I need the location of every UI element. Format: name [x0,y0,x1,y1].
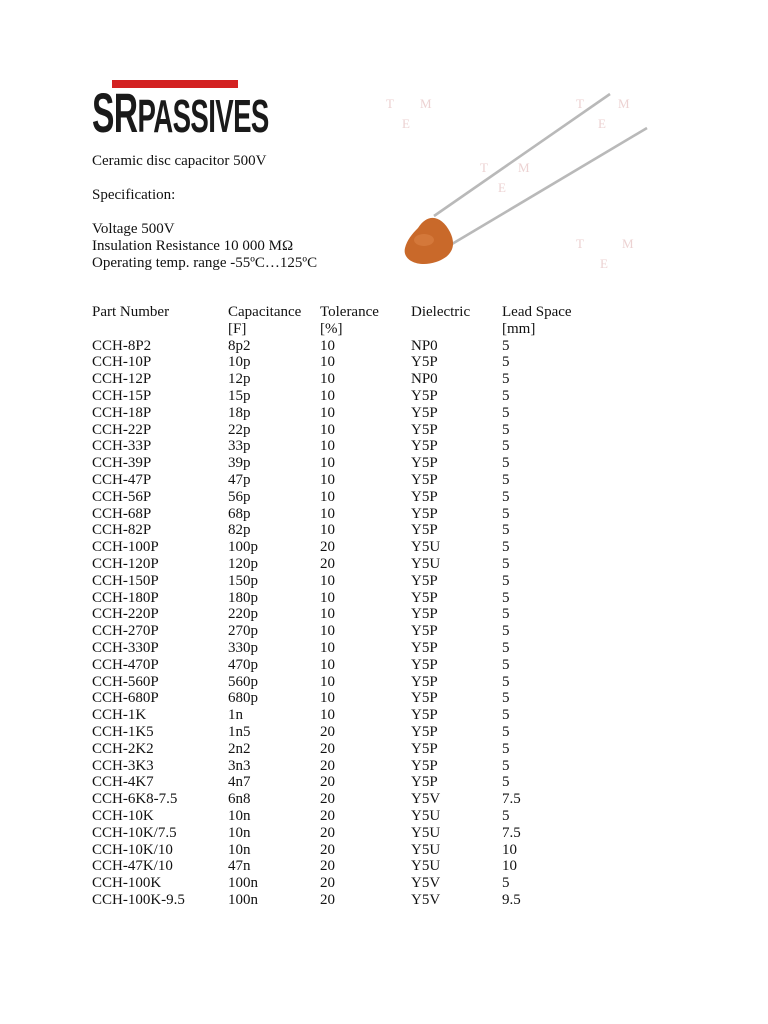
cell-tolerance: 20 [320,891,335,908]
cell-capacitance: 2n2 [228,740,251,757]
spec-temperature: Operating temp. range -55ºC…125ºC [92,255,318,271]
cell-tolerance: 20 [320,841,335,858]
document-title: Ceramic disc capacitor 500V [92,153,267,169]
spec-heading: Specification: [92,187,176,203]
cell-lead-space: 5 [502,723,510,740]
cell-lead-space: 5 [502,807,510,824]
cell-lead-space: 5 [502,471,510,488]
cell-dielectric: Y5P [411,421,438,438]
table-row [92,791,602,808]
cell-part-number: CCH-680P [92,690,159,707]
cell-lead-space: 7.5 [502,791,521,808]
cell-capacitance: 10n [228,807,251,824]
cell-capacitance: 1n [228,707,243,724]
watermark-tme-bottom-right [576,236,634,271]
watermark-letter-t: T [480,160,488,175]
cell-part-number: CCH-39P [92,455,152,472]
table-row [92,875,602,892]
cell-capacitance: 10n [228,841,251,858]
cell-capacitance: 560p [228,673,258,690]
cell-capacitance: 56p [228,488,251,505]
cell-part-number: CCH-15P [92,387,152,404]
table-row [92,472,602,489]
watermark-letter-m: M [618,96,630,111]
cell-capacitance: 47n [228,858,251,875]
table-row [92,724,602,741]
cell-part-number: CCH-560P [92,673,159,690]
cell-capacitance: 100n [228,875,258,892]
cell-lead-space: 5 [502,421,510,438]
cell-tolerance: 20 [320,757,335,774]
cell-lead-space: 5 [502,371,510,388]
cell-dielectric: Y5P [411,589,438,606]
cell-lead-space: 5 [502,387,510,404]
cell-tolerance: 20 [320,875,335,892]
table-row [92,522,602,539]
cell-tolerance: 10 [320,589,335,606]
cell-part-number: CCH-270P [92,623,159,640]
cell-capacitance: 100n [228,891,258,908]
cell-tolerance: 10 [320,572,335,589]
cell-capacitance: 100p [228,539,258,556]
cell-lead-space: 5 [502,438,510,455]
cell-tolerance: 10 [320,639,335,656]
cell-part-number: CCH-4K7 [92,774,154,791]
cell-part-number: CCH-100K-9.5 [92,891,185,908]
cell-lead-space: 9.5 [502,891,521,908]
cell-lead-space: 5 [502,774,510,791]
cell-dielectric: Y5P [411,455,438,472]
cell-part-number: CCH-1K [92,707,147,724]
table-row [92,690,602,707]
cell-lead-space: 5 [502,690,510,707]
cell-dielectric: Y5P [411,606,438,623]
cell-lead-space: 5 [502,337,510,354]
cell-lead-space: 5 [502,673,510,690]
cell-capacitance: 120p [228,555,258,572]
cell-lead-space: 5 [502,875,510,892]
header-tolerance-unit: [%] [320,320,343,337]
cell-capacitance: 68p [228,505,251,522]
cell-part-number: CCH-47K/10 [92,858,173,875]
cell-part-number: CCH-220P [92,606,159,623]
cell-dielectric: NP0 [411,371,438,388]
header-capacitance-unit: [F] [228,320,247,337]
cell-lead-space: 5 [502,505,510,522]
cell-tolerance: 10 [320,471,335,488]
watermark-letter-e: E [402,116,410,131]
table-row [92,388,602,405]
cell-capacitance: 82p [228,522,251,539]
cell-dielectric: Y5U [411,555,441,572]
table-row [92,422,602,439]
cell-lead-space: 5 [502,539,510,556]
cell-part-number: CCH-330P [92,639,159,656]
cell-dielectric: Y5P [411,404,438,421]
cell-tolerance: 10 [320,673,335,690]
cell-part-number: CCH-33P [92,438,152,455]
cell-dielectric: Y5V [411,875,441,892]
cell-dielectric: Y5U [411,824,441,841]
table-header-line-2 [92,321,602,338]
capacitor-highlight [414,234,434,246]
table-row [92,842,602,859]
cell-dielectric: Y5P [411,707,438,724]
cell-lead-space: 5 [502,455,510,472]
table-row [92,774,602,791]
cell-part-number: CCH-12P [92,371,152,388]
capacitor-photo [372,88,652,288]
cell-capacitance: 15p [228,387,251,404]
cell-tolerance: 10 [320,707,335,724]
cell-lead-space: 5 [502,707,510,724]
cell-capacitance: 470p [228,656,258,673]
cell-part-number: CCH-100P [92,539,159,556]
table-row [92,892,602,909]
cell-lead-space: 5 [502,639,510,656]
cell-dielectric: Y5U [411,539,441,556]
cell-lead-space: 5 [502,740,510,757]
header-dielectric: Dielectric [411,304,471,320]
cell-capacitance: 10n [228,824,251,841]
cell-dielectric: Y5V [411,791,441,808]
spec-insulation: Insulation Resistance 10 000 MΩ [92,238,294,254]
cell-lead-space: 5 [502,354,510,371]
cell-capacitance: 10p [228,354,251,371]
cell-capacitance: 33p [228,438,251,455]
header-tolerance: Tolerance [320,304,379,320]
cell-lead-space: 10 [502,841,517,858]
cell-tolerance: 20 [320,791,335,808]
cell-part-number: CCH-100K [92,875,162,892]
cell-lead-space: 5 [502,404,510,421]
logo-text-sr: SR [92,81,138,144]
cell-part-number: CCH-18P [92,404,152,421]
cell-tolerance: 20 [320,555,335,572]
cell-capacitance: 6n8 [228,791,251,808]
table-row [92,556,602,573]
cell-tolerance: 10 [320,488,335,505]
cell-lead-space: 5 [502,589,510,606]
table-row [92,623,602,640]
cell-dielectric: Y5P [411,505,438,522]
header-lead-space: Lead Space [502,304,572,320]
table-row [92,741,602,758]
watermark-letter-m: M [622,236,634,251]
table-row [92,371,602,388]
table-row [92,606,602,623]
watermark-letter-t: T [386,96,394,111]
cell-dielectric: Y5P [411,673,438,690]
table-body [92,338,602,909]
cell-part-number: CCH-68P [92,505,152,522]
cell-tolerance: 20 [320,807,335,824]
cell-dielectric: Y5P [411,354,438,371]
table-row [92,405,602,422]
cell-tolerance: 10 [320,404,335,421]
cell-capacitance: 18p [228,404,251,421]
table-row [92,489,602,506]
cell-lead-space: 5 [502,522,510,539]
cell-capacitance: 180p [228,589,258,606]
table-row [92,707,602,724]
header-dielectric-unit [411,321,502,338]
cell-lead-space: 5 [502,623,510,640]
cell-capacitance: 220p [228,606,258,623]
cell-part-number: CCH-2K2 [92,740,154,757]
spec-voltage: Voltage 500V [92,221,175,237]
table-row [92,438,602,455]
cell-tolerance: 10 [320,623,335,640]
cell-part-number: CCH-82P [92,522,152,539]
cell-dielectric: Y5P [411,387,438,404]
cell-capacitance: 22p [228,421,251,438]
cell-tolerance: 20 [320,723,335,740]
cell-tolerance: 10 [320,505,335,522]
table-header-line-1 [92,304,602,321]
cell-tolerance: 10 [320,656,335,673]
cell-dielectric: Y5P [411,522,438,539]
cell-part-number: CCH-6K8-7.5 [92,791,178,808]
header-lead-space-unit: [mm] [502,320,536,337]
table-row [92,506,602,523]
cell-dielectric: Y5P [411,740,438,757]
logo-text-passives: PASSIVES [137,90,269,142]
cell-dielectric: Y5U [411,807,441,824]
cell-capacitance: 39p [228,455,251,472]
cell-part-number: CCH-10P [92,354,152,371]
cell-tolerance: 10 [320,387,335,404]
cell-dielectric: Y5P [411,774,438,791]
capacitor-lead-2 [452,128,647,244]
table-row [92,573,602,590]
cell-part-number: CCH-150P [92,572,159,589]
cell-dielectric: Y5V [411,891,441,908]
watermark-letter-e: E [598,116,606,131]
table-row [92,455,602,472]
cell-part-number: CCH-3K3 [92,757,154,774]
table-row [92,825,602,842]
cell-capacitance: 8p2 [228,337,251,354]
brand-logo [92,80,269,144]
watermark-letter-t: T [576,236,584,251]
cell-dielectric: NP0 [411,337,438,354]
cell-part-number: CCH-180P [92,589,159,606]
cell-lead-space: 5 [502,656,510,673]
header-capacitance: Capacitance [228,304,302,320]
cell-capacitance: 4n7 [228,774,251,791]
cell-tolerance: 10 [320,522,335,539]
cell-tolerance: 20 [320,774,335,791]
cell-dielectric: Y5P [411,438,438,455]
cell-capacitance: 270p [228,623,258,640]
table-row [92,808,602,825]
cell-tolerance: 20 [320,740,335,757]
table-row [92,539,602,556]
cell-capacitance: 1n5 [228,723,251,740]
cell-tolerance: 20 [320,539,335,556]
cell-lead-space: 10 [502,858,517,875]
cell-tolerance: 10 [320,690,335,707]
cell-lead-space: 5 [502,488,510,505]
watermark-letter-e: E [498,180,506,195]
watermark-letter-m: M [420,96,432,111]
cell-part-number: CCH-10K/7.5 [92,824,177,841]
cell-part-number: CCH-470P [92,656,159,673]
capacitor-lead-1 [434,94,610,216]
header-part-number: Part Number [92,304,170,320]
cell-dielectric: Y5P [411,656,438,673]
cell-tolerance: 20 [320,858,335,875]
table-row [92,657,602,674]
cell-tolerance: 10 [320,438,335,455]
cell-dielectric: Y5U [411,841,441,858]
cell-dielectric: Y5P [411,471,438,488]
table-row [92,640,602,657]
cell-capacitance: 3n3 [228,757,251,774]
cell-part-number: CCH-10K [92,807,154,824]
cell-capacitance: 47p [228,471,251,488]
cell-dielectric: Y5P [411,488,438,505]
cell-lead-space: 5 [502,572,510,589]
cell-capacitance: 150p [228,572,258,589]
cell-lead-space: 5 [502,606,510,623]
table-row [92,338,602,355]
watermark-letter-t: T [576,96,584,111]
table-row [92,590,602,607]
cell-tolerance: 10 [320,354,335,371]
cell-capacitance: 680p [228,690,258,707]
parts-table [92,304,602,909]
cell-lead-space: 5 [502,555,510,572]
cell-lead-space: 7.5 [502,824,521,841]
cell-part-number: CCH-8P2 [92,337,152,354]
table-row [92,758,602,775]
cell-dielectric: Y5P [411,623,438,640]
cell-capacitance: 330p [228,639,258,656]
cell-tolerance: 20 [320,824,335,841]
cell-part-number: CCH-22P [92,421,152,438]
cell-tolerance: 10 [320,455,335,472]
watermark-letter-e: E [600,256,608,271]
cell-dielectric: Y5U [411,858,441,875]
cell-part-number: CCH-120P [92,555,159,572]
cell-dielectric: Y5P [411,572,438,589]
cell-part-number: CCH-1K5 [92,723,154,740]
cell-dielectric: Y5P [411,690,438,707]
cell-dielectric: Y5P [411,723,438,740]
cell-tolerance: 10 [320,421,335,438]
cell-tolerance: 10 [320,371,335,388]
table-row [92,858,602,875]
cell-tolerance: 10 [320,337,335,354]
cell-part-number: CCH-47P [92,471,152,488]
cell-tolerance: 10 [320,606,335,623]
cell-part-number: CCH-56P [92,488,152,505]
header-part-number-unit [92,321,228,338]
cell-lead-space: 5 [502,757,510,774]
cell-part-number: CCH-10K/10 [92,841,173,858]
watermark-tme-top-left [386,96,432,131]
watermark-letter-m: M [518,160,530,175]
table-row [92,354,602,371]
cell-dielectric: Y5P [411,757,438,774]
table-row [92,674,602,691]
cell-dielectric: Y5P [411,639,438,656]
logo-text [92,81,269,144]
cell-capacitance: 12p [228,371,251,388]
